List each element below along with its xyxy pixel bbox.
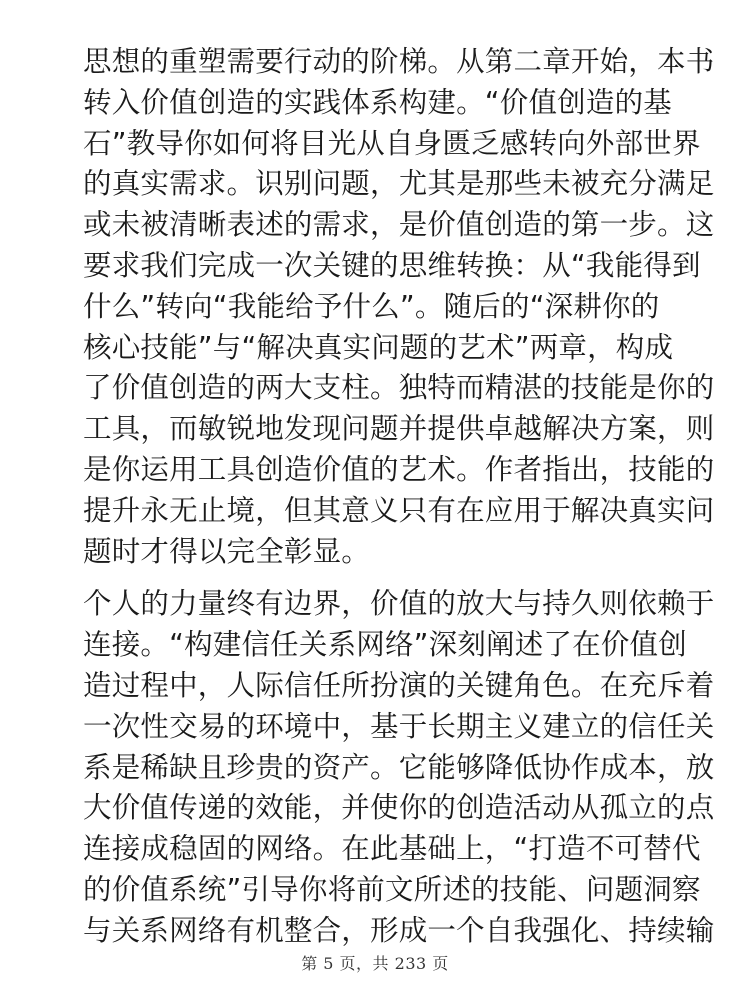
- text-line: 提升永无止境，但其意义只有在应用于解决真实问: [83, 493, 715, 527]
- text-line: 题时才得以完全彰显。: [83, 534, 371, 568]
- text-line: 工具，而敏锐地发现问题并提供卓越解决方案，则: [83, 412, 715, 446]
- text-line: 的价值系统”引导你将前文所述的技能、问题洞察: [83, 872, 701, 906]
- text-line: 个人的力量终有边界，价值的放大与持久则依赖于: [83, 587, 715, 621]
- text-line: 要求我们完成一次关键的思维转换：从“我能得到: [83, 248, 701, 282]
- paragraph-2: [83, 584, 715, 951]
- text-line: 了价值创造的两大支柱。独特而精湛的技能是你的: [83, 371, 715, 405]
- text-line: 连接成稳固的网络。在此基础上，“打造不可替代: [83, 832, 701, 866]
- text-line: 转入价值创造的实践体系构建。“价值创造的基: [83, 85, 672, 119]
- text-line: 什么”转向“我能给予什么”。随后的“深耕你的: [83, 289, 660, 323]
- text-line: 思想的重塑需要行动的阶梯。从第二章开始，本书: [83, 45, 715, 78]
- body-text: [83, 42, 715, 952]
- text-line: 连接。“构建信任关系网络”深刻阐述了在价值创: [83, 628, 687, 662]
- text-line: 与关系网络有机整合，形成一个自我强化、持续输: [83, 913, 715, 947]
- text-line: 大价值传递的效能，并使你的创造活动从孤立的点: [83, 791, 715, 825]
- text-line: 的真实需求。识别问题，尤其是那些未被充分满足: [83, 167, 715, 201]
- paragraph-1: [83, 42, 715, 572]
- text-line: 造过程中，人际信任所扮演的关键角色。在充斥着: [83, 668, 715, 702]
- text-line: 石”教导你如何将目光从自身匮乏感转向外部世界: [83, 126, 701, 160]
- text-line: 一次性交易的环境中，基于长期主义建立的信任关: [83, 709, 715, 743]
- text-line: 核心技能”与“解决真实问题的艺术”两章，构成: [83, 330, 674, 364]
- page-number-footer: 第 5 页，共 233 页: [301, 954, 449, 973]
- text-line: 或未被清晰表述的需求，是价值创造的第一步。这: [83, 208, 715, 242]
- text-line: 是你运用工具创造价值的艺术。作者指出，技能的: [83, 452, 715, 486]
- text-line: 系是稀缺且珍贵的资产。它能够降低协作成本，放: [83, 750, 715, 784]
